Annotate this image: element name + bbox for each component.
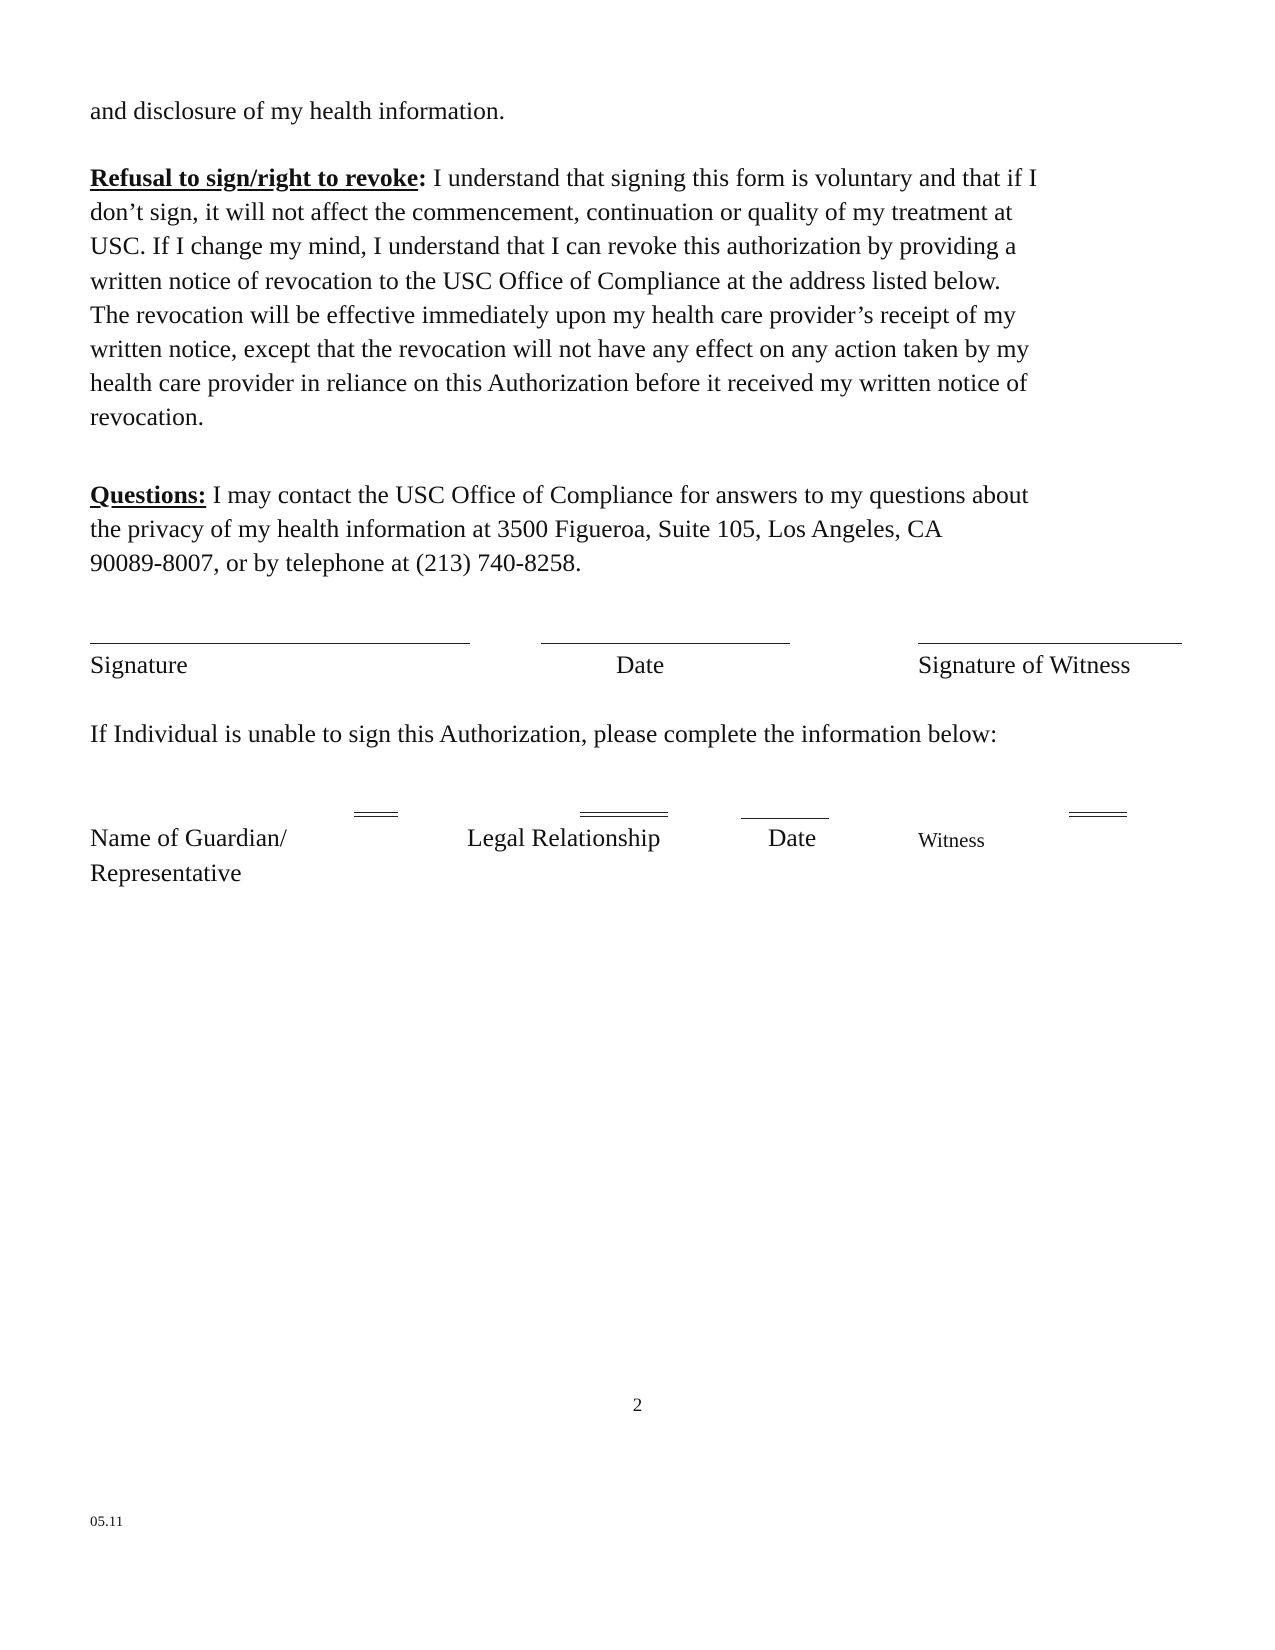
questions-heading: Questions:	[90, 480, 207, 509]
signature-line[interactable]	[90, 643, 470, 644]
refusal-line-3: USC. If I change my mind, I understand that I can revoke this authorization by providing a	[90, 231, 1017, 261]
questions-line-1-text: I may contact the USC Office of Compliance for answers to my questions about	[206, 480, 1029, 509]
refusal-line-4: written notice of revocation to the USC Office of Compliance at the address listed below.	[90, 265, 1001, 295]
refusal-heading-colon: :	[418, 163, 427, 192]
questions-line-2: the privacy of my health information at 3500 Figueroa, Suite 105, Los Angeles, CA	[90, 514, 943, 544]
refusal-paragraph	[90, 161, 1190, 435]
refusal-line-7: health care provider in reliance on this Authorization before it received my written notice of	[90, 368, 1028, 398]
questions-line-3: 90089-8007, or by telephone at (213) 740-8258.	[90, 548, 582, 578]
intro-line: and disclosure of my health information.	[90, 96, 505, 125]
refusal-line-6: written notice, except that the revocation will not have any effect on any action taken by my	[90, 334, 1030, 364]
refusal-heading: Refusal to sign/right to revoke	[90, 163, 419, 192]
refusal-line-2: don’t sign, it will not affect the commencement, continuation or quality of my treatment at	[90, 197, 1013, 227]
intro-paragraph	[90, 94, 1190, 128]
questions-paragraph	[90, 478, 1190, 581]
refusal-line-8: revocation.	[90, 402, 204, 432]
questions-line-1	[90, 478, 1190, 512]
date-line[interactable]	[541, 643, 790, 644]
legal-relationship-line[interactable]	[580, 812, 668, 817]
witness-signature-line[interactable]	[918, 643, 1182, 644]
guardian-name-label-2: Representative	[90, 858, 242, 887]
witness-signature-label: Signature of Witness	[918, 650, 1131, 679]
form-version-code: 05.11	[90, 1514, 124, 1530]
guardian-name-line[interactable]	[354, 812, 398, 817]
guardian-note-text: If Individual is unable to sign this Authorization, please complete the information below:	[90, 719, 998, 748]
legal-relationship-label: Legal Relationship	[467, 823, 661, 852]
guardian-date-line[interactable]	[741, 818, 829, 819]
guardian-note	[90, 717, 1190, 751]
page-number: 2	[632, 1395, 643, 1416]
guardian-witness-label: Witness	[918, 828, 985, 852]
signature-label: Signature	[90, 650, 188, 679]
refusal-line-1	[90, 161, 1190, 195]
guardian-witness-line[interactable]	[1069, 812, 1127, 817]
guardian-name-label-1: Name of Guardian/	[90, 823, 287, 852]
guardian-date-label: Date	[768, 823, 817, 852]
refusal-line-1-text: I understand that signing this form is voluntary and that if I	[426, 163, 1038, 192]
date-label: Date	[616, 650, 665, 679]
refusal-line-5: The revocation will be effective immediately upon my health care provider’s receipt of my	[90, 299, 1016, 329]
